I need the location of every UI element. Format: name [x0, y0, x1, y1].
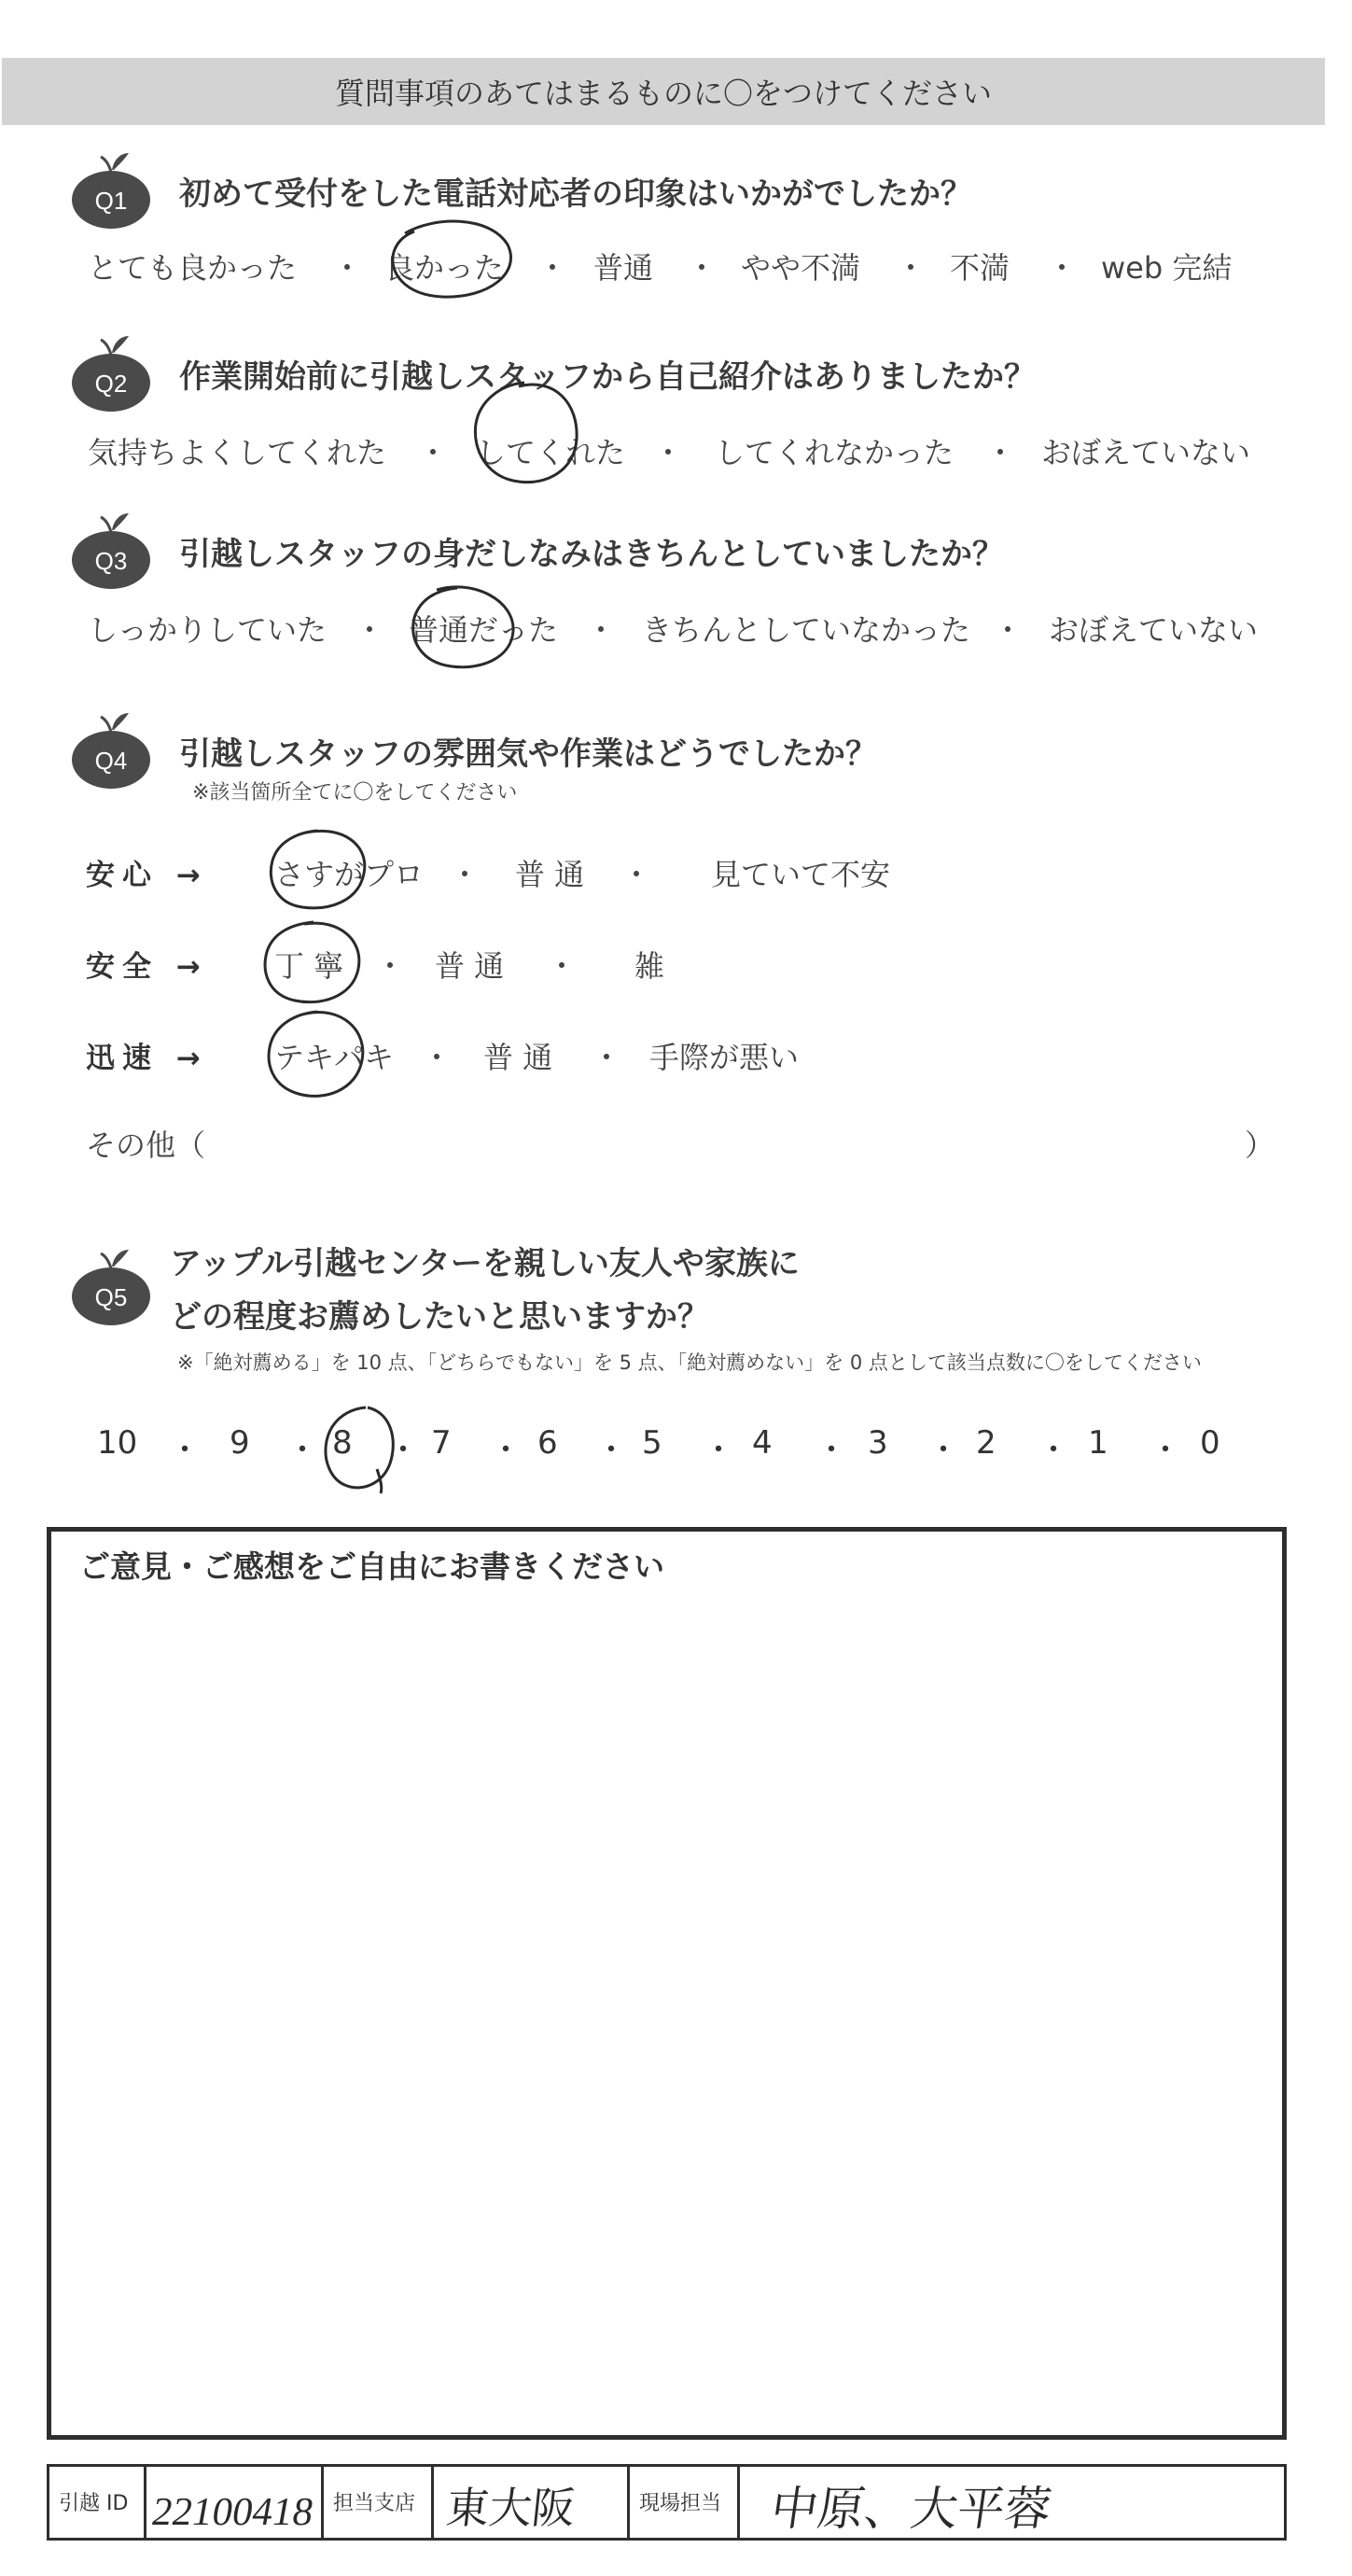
svg-text:Q5: Q5 — [94, 1283, 128, 1311]
score-separator: ・ — [1038, 1432, 1069, 1469]
top-margin — [0, 0, 1352, 58]
q1-option[interactable]: web 完結 — [1101, 250, 1233, 286]
score-separator: ・ — [703, 1432, 734, 1469]
svg-text:中原、大平蓉: 中原、大平蓉 — [767, 2481, 1055, 2536]
q4-row-3-option[interactable]: 手際が悪い — [649, 1040, 800, 1075]
q3-option-selected[interactable]: 普通だった — [409, 612, 559, 648]
score-separator: ・ — [1150, 1432, 1181, 1469]
question-4-text: 引越しスタッフの雰囲気や作業はどうでしたか？ — [179, 735, 877, 773]
score-separator: ・ — [169, 1432, 201, 1469]
q4-row-2-option-selected[interactable]: 丁 寧 — [274, 948, 344, 984]
score-separator: ・ — [387, 1432, 419, 1469]
apple-badge-icon — [69, 149, 153, 231]
move-id-handwritten — [146, 2467, 320, 2538]
score-separator: ・ — [927, 1432, 959, 1469]
q4-other-label: その他（ — [86, 1127, 206, 1163]
q3-option[interactable]: おぼえていない — [1049, 612, 1259, 648]
score-option-1[interactable]: 1 — [1088, 1424, 1108, 1462]
question-1 — [69, 149, 972, 231]
staff-value-cell — [740, 2467, 1284, 2538]
score-separator: ・ — [490, 1432, 522, 1469]
branch-label: 担当支店 — [333, 2492, 416, 2515]
score-separator: ・ — [286, 1432, 318, 1469]
q1-option[interactable]: 普通 — [593, 250, 654, 286]
q5-score-scale — [0, 1424, 1352, 1480]
question-5-text — [170, 1238, 800, 1337]
instructions-header — [2, 58, 1325, 125]
svg-text:Q2: Q2 — [94, 370, 128, 398]
score-option-5[interactable]: 5 — [642, 1424, 662, 1462]
question-2 — [69, 332, 1036, 414]
question-3-text: 引越しスタッフの身だしなみはきちんとしていましたか？ — [179, 535, 1004, 573]
score-option-6[interactable]: 6 — [537, 1424, 558, 1462]
score-option-2[interactable]: 2 — [976, 1424, 997, 1462]
apple-badge-icon — [69, 332, 153, 414]
score-option-3[interactable]: 3 — [868, 1424, 888, 1462]
q2-option[interactable]: してくれなかった — [715, 435, 955, 470]
branch-label-cell — [324, 2467, 434, 2538]
q3-option[interactable]: きちんとしていなかった — [642, 612, 971, 648]
q4-row-label-jinsoku: 迅速 → — [86, 1042, 208, 1075]
question-3 — [69, 510, 1004, 592]
q4-row-1-option[interactable]: 普 通 — [515, 857, 585, 892]
question-1-text: 初めて受付をした電話対応者の印象はいかがでしたか？ — [179, 175, 972, 213]
score-option-4[interactable]: 4 — [752, 1424, 773, 1462]
q4-row-1-option-selected[interactable]: さすがプロ — [274, 857, 425, 892]
q4-row-1-option[interactable]: 見ていて不安 — [711, 857, 891, 892]
comments-title: ご意見・ご感想をご自由にお書きください — [79, 1548, 664, 1585]
svg-text:Q1: Q1 — [94, 187, 128, 215]
question-2-text: 作業開始前に引越しスタッフから自己紹介はありましたか？ — [179, 357, 1036, 396]
q1-option-selected[interactable]: 良かった — [384, 250, 505, 286]
svg-text:Q4: Q4 — [94, 747, 128, 775]
question-5-line-2: どの程度お薦めしたいと思いますか？ — [170, 1298, 709, 1336]
q4-note: ※該当箇所全てに〇をしてください — [192, 781, 518, 805]
q4-row-label-anzen: 安全 → — [86, 950, 208, 984]
q3-option[interactable]: しっかりしていた — [88, 612, 328, 648]
instructions-text: 質問事項のあてはまるものに〇をつけてください — [334, 76, 992, 111]
score-option-9[interactable]: 9 — [230, 1424, 250, 1462]
apple-badge-icon — [69, 510, 153, 592]
svg-text:東大阪: 東大阪 — [443, 2483, 578, 2533]
apple-badge-icon — [69, 709, 153, 791]
question-5 — [69, 1238, 800, 1337]
score-option-7[interactable]: 7 — [431, 1424, 452, 1462]
q2-option[interactable]: おぼえていない — [1041, 435, 1251, 470]
staff-handwritten — [740, 2467, 1262, 2538]
q4-row-3-option-selected[interactable]: テキパキ — [274, 1040, 395, 1075]
question-5-line-1: アップル引越センターを親しい友人や家族に — [170, 1245, 800, 1282]
move-id-value-cell — [146, 2467, 324, 2538]
score-option-10[interactable]: 10 — [97, 1424, 138, 1462]
svg-text:22100418: 22100418 — [152, 2491, 313, 2534]
branch-value-cell — [434, 2467, 630, 2538]
move-id-label: 引越 ID — [59, 2492, 129, 2515]
move-id-label-cell — [49, 2467, 146, 2538]
branch-handwritten — [434, 2467, 626, 2538]
q1-option[interactable]: とても良かった — [88, 250, 298, 286]
q4-row-2-option[interactable]: 普 通 — [435, 948, 505, 984]
staff-label: 現場担当 — [639, 2492, 722, 2515]
score-separator: ・ — [815, 1432, 847, 1469]
q4-row-2-option[interactable]: 雑 — [634, 948, 665, 984]
comments-box[interactable] — [47, 1527, 1287, 2440]
apple-badge-icon — [69, 1246, 153, 1328]
svg-text:Q3: Q3 — [94, 547, 128, 575]
q1-option[interactable]: やや不満 — [741, 250, 861, 286]
score-option-8[interactable]: 8 — [332, 1424, 353, 1462]
q4-row-3-option[interactable]: 普 通 — [483, 1040, 553, 1075]
q4-row-label-anshin: 安心 → — [86, 859, 208, 892]
q2-option[interactable]: 気持ちよくしてくれた — [88, 435, 387, 470]
q1-option[interactable]: 不満 — [950, 250, 1011, 286]
score-separator: ・ — [595, 1432, 627, 1469]
footer-table — [47, 2464, 1287, 2541]
q5-note: ※「絶対薦める」を 10 点、「どちらでもない」を 5 点、「絶対薦めない」を 0 点として該当点数に〇をしてください — [177, 1351, 1202, 1374]
score-option-0[interactable]: 0 — [1200, 1424, 1220, 1462]
staff-label-cell — [630, 2467, 740, 2538]
q4-other-close: ） — [1245, 1127, 1275, 1163]
q2-option-selected[interactable]: してくれた — [476, 435, 626, 470]
